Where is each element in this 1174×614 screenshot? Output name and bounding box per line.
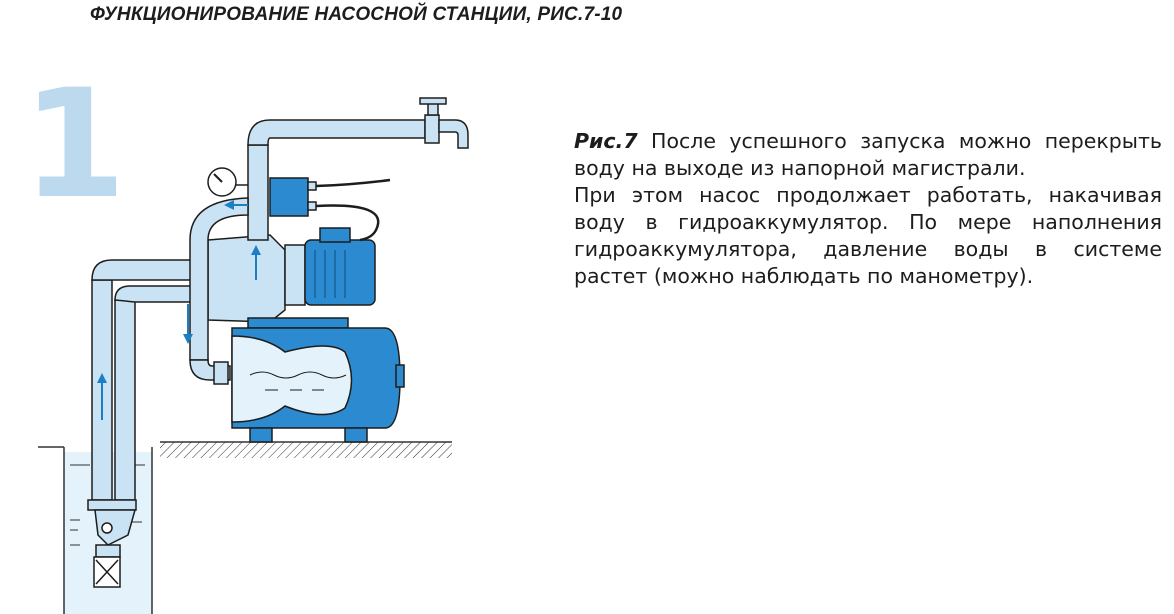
figure-label: Рис.7 [574, 129, 638, 153]
ground [160, 442, 452, 458]
step-number: 1 [22, 58, 127, 232]
caption-text-1: После успешного запуска можно перекрыть воду на выходе из напорной магистрали. [574, 129, 1162, 180]
tank-inlet-pipe [190, 360, 230, 384]
caption-paragraph-1 [574, 128, 1162, 182]
caption-paragraph-2: При этом насос продолжает работать, накачивая воду в гидроаккумулятор. По мере наполнения гидроаккумулятора, давление воды в системе растет (можно наблюдать по манометру). [574, 183, 1162, 288]
pressure-gauge [208, 168, 248, 196]
page-title: ФУНКЦИОНИРОВАНИЕ НАСОСНОЙ СТАНЦИИ, РИС.7-10 [90, 4, 623, 25]
pump [208, 228, 375, 328]
hydro-accumulator [232, 328, 404, 442]
figure-caption [574, 128, 1162, 290]
pump-station-illustration [0, 90, 470, 614]
